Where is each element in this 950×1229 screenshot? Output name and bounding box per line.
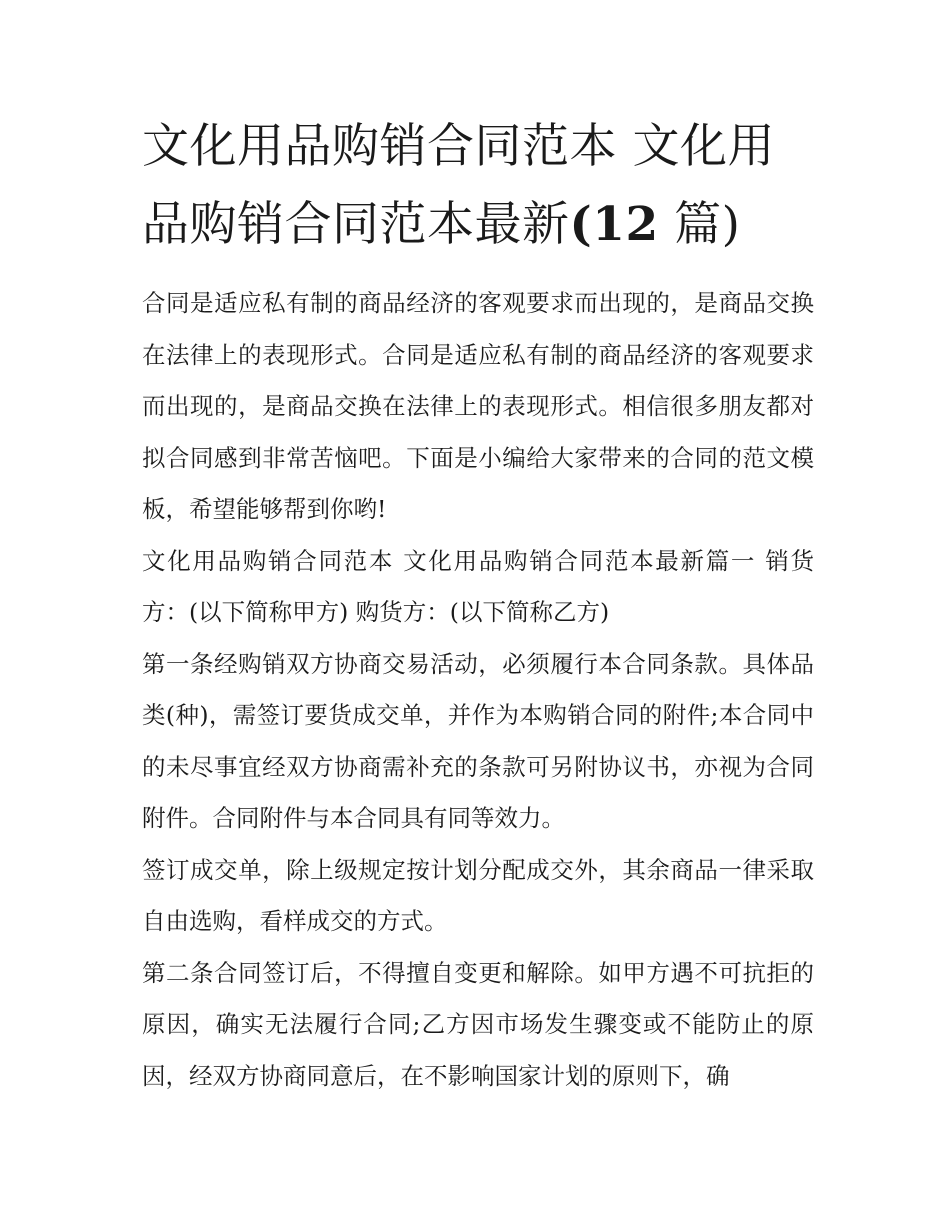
title-count: (12	[569, 197, 659, 252]
paragraph-article-1: 第一条经购销双方协商交易活动，必须履行本合同条款。具体品类(种)，需签订要货成交单，并作为本购销合同的附件;本合同中的未尽事宜经双方协商需补充的条款可另附协议书，亦视为合同附件。合同附件与本合同具有同等效力。	[142, 649, 814, 832]
paragraph-order-method: 签订成交单，除上级规定按计划分配成交外，其余商品一律采取自由选购，看样成交的方式。	[142, 855, 814, 935]
paragraph-article-2: 第二条合同签订后，不得擅自变更和解除。如甲方遇不可抗拒的原因，确实无法履行合同;乙方因市场发生骤变或不能防止的原因，经双方协商同意后，在不影响国家计划的原则下，确	[142, 958, 814, 1090]
paragraph-parties: 文化用品购销合同范本 文化用品购销合同范本最新篇一 销货方：(以下简称甲方) 购货方：(以下简称乙方)	[142, 546, 814, 626]
document-page	[142, 108, 814, 1102]
document-title: 文化用品购销合同范本 文化用品购销合同范本最新(12 篇)	[142, 119, 775, 252]
paragraph-intro: 合同是适应私有制的商品经济的客观要求而出现的，是商品交换在法律上的表现形式。合同是适应私有制的商品经济的客观要求而出现的，是商品交换在法律上的表现形式。相信很多朋友都对拟合同感到非常苦恼吧。下面是小编给大家带来的合同的范文模板，希望能够帮到你哟!	[142, 289, 814, 523]
